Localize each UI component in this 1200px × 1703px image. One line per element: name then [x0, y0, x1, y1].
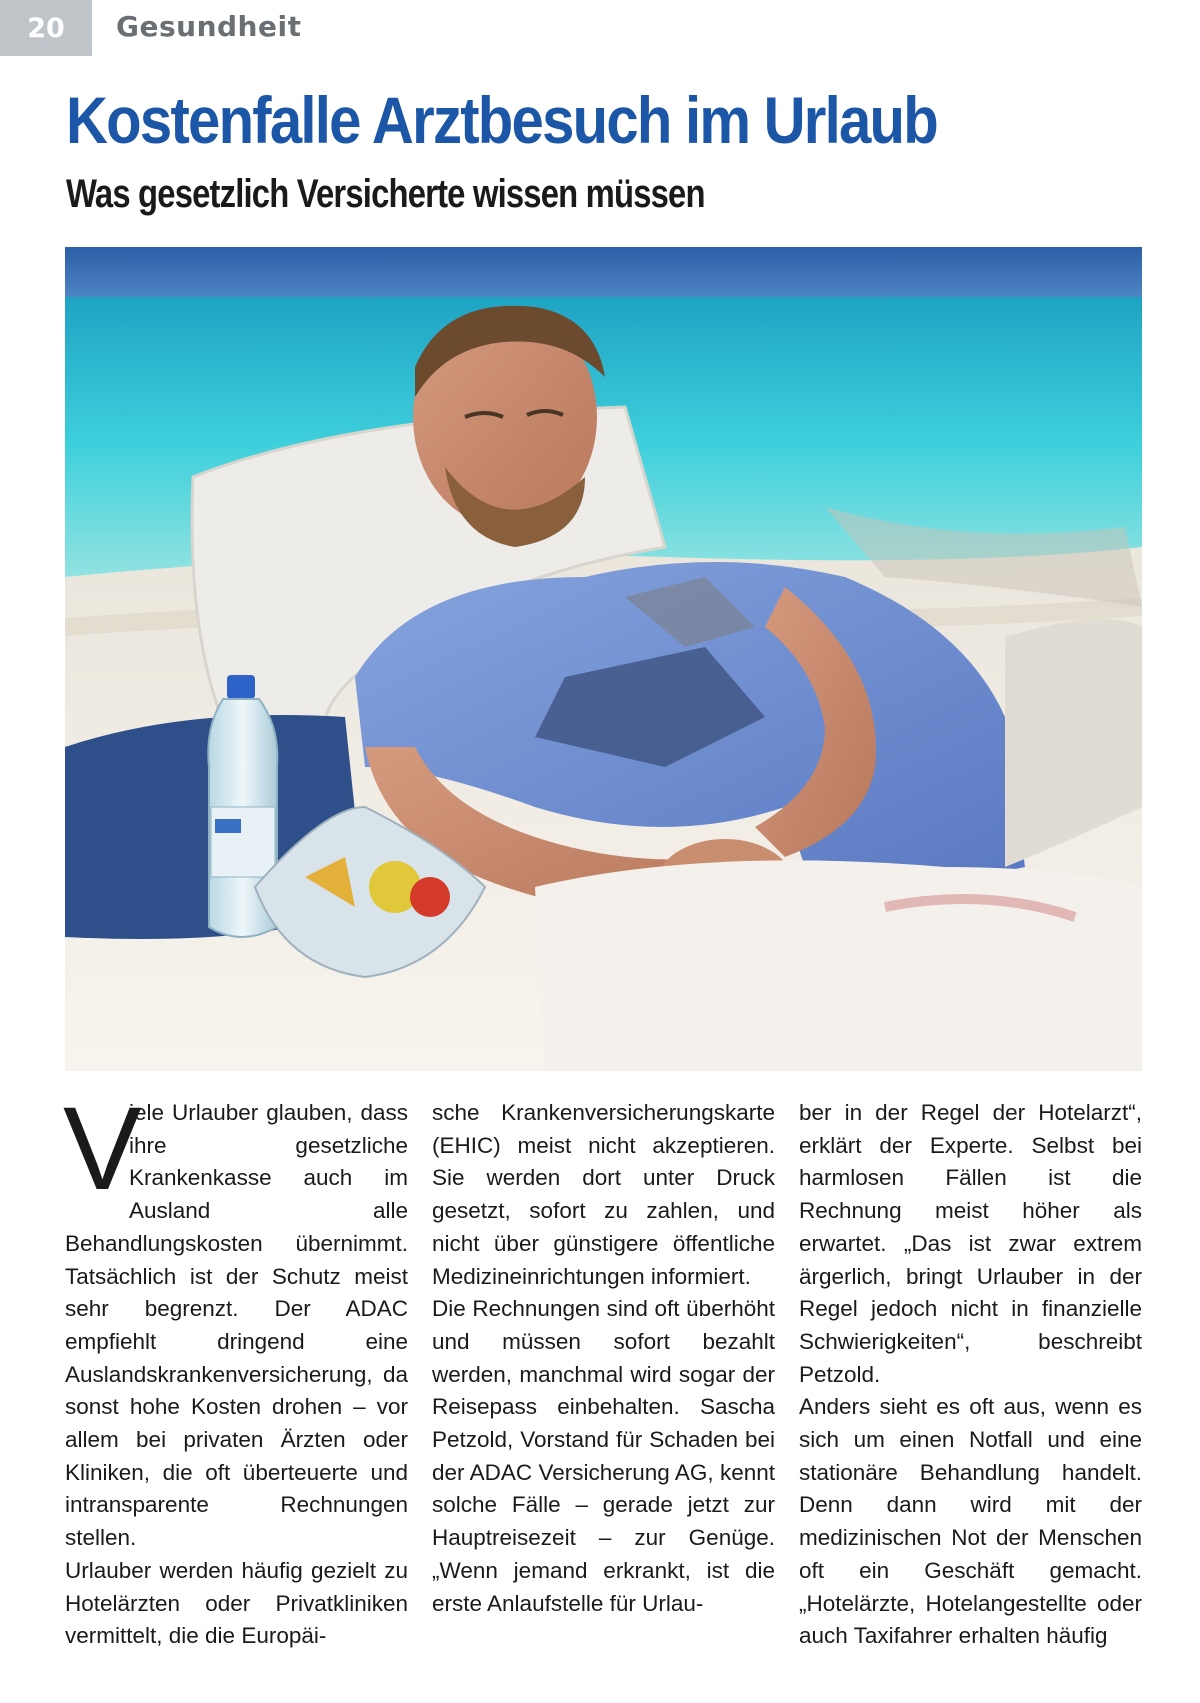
- beach-scene-illustration: [65, 247, 1142, 1071]
- article-column-2: [432, 1097, 775, 1620]
- paragraph: ber in der Regel der Hotelarzt“, erklärt der Experte. Selbst bei harmlosen Fällen ist die Rechnung meist höher als erwartet. „Das ist zwar extrem ärgerlich, bringt Urlauber in der Regel jedoch nicht in finanzielle Schwierigkeiten“, beschreibt Petzold.: [799, 1100, 1142, 1387]
- article-column-1: [63, 1083, 408, 1653]
- paragraph-text: iele Urlauber glauben, dass ihre gesetzliche Krankenkasse auch im Ausland alle Behandlungskosten übernimmt. Tatsächlich ist der Schutz meist sehr begrenzt. Der ADAC empfiehlt dringend eine Auslandskrankenversicherung, da sonst hohe Kosten drohen – vor allem bei privaten Ärzten oder Kliniken, die oft überteuerte und intransparente Rechnungen stellen.: [65, 1100, 408, 1551]
- drop-cap: V: [63, 1083, 142, 1215]
- article-body: [63, 1083, 1142, 1677]
- paragraph: Anders sieht es oft aus, wenn es sich um einen Notfall und eine stationäre Behandlung handelt. Denn dann wird mit der medizinischen Not der Menschen oft ein Geschäft gemacht. „Hotelärzte, Hotelangestellte oder auch Taxifahrer erhalten häufig: [799, 1394, 1142, 1649]
- page-header: [0, 0, 1200, 56]
- article-column-3: [799, 1097, 1142, 1653]
- article-subheadline: Was gesetzlich Versicherte wissen müssen: [66, 172, 705, 216]
- beach-towel: [535, 860, 1142, 1071]
- article-photo: [65, 247, 1142, 1071]
- section-label: Gesundheit: [116, 10, 302, 43]
- paragraph: sche Krankenversicherungskarte (EHIC) meist nicht akzeptieren. Sie werden dort unter Druck gesetzt, sofort zu zahlen, und nicht über günstigere öffentliche Medizineinrichtungen informiert.: [432, 1100, 775, 1289]
- article-headline: Kostenfalle Arztbesuch im Urlaub: [66, 83, 937, 157]
- paragraph: [63, 1083, 408, 1555]
- page-number: 20: [0, 0, 92, 56]
- sky: [65, 247, 1142, 299]
- paragraph: Die Rechnungen sind oft überhöht und müssen sofort bezahlt werden, manchmal wird sogar der Reisepass einbehalten. Sascha Petzold, Vorstand für Schaden bei der ADAC Versicherung AG, kennt solche Fälle – gerade jetzt zur Hauptreisezeit – zur Genüge.„Wenn jemand erkrankt, ist die erste Anlaufstelle für Urlau-: [432, 1296, 775, 1616]
- bottle-cap: [227, 675, 255, 699]
- paragraph: Urlauber werden häufig gezielt zu Hotelärzten oder Privatkliniken vermittelt, die die Europäi-: [65, 1557, 408, 1649]
